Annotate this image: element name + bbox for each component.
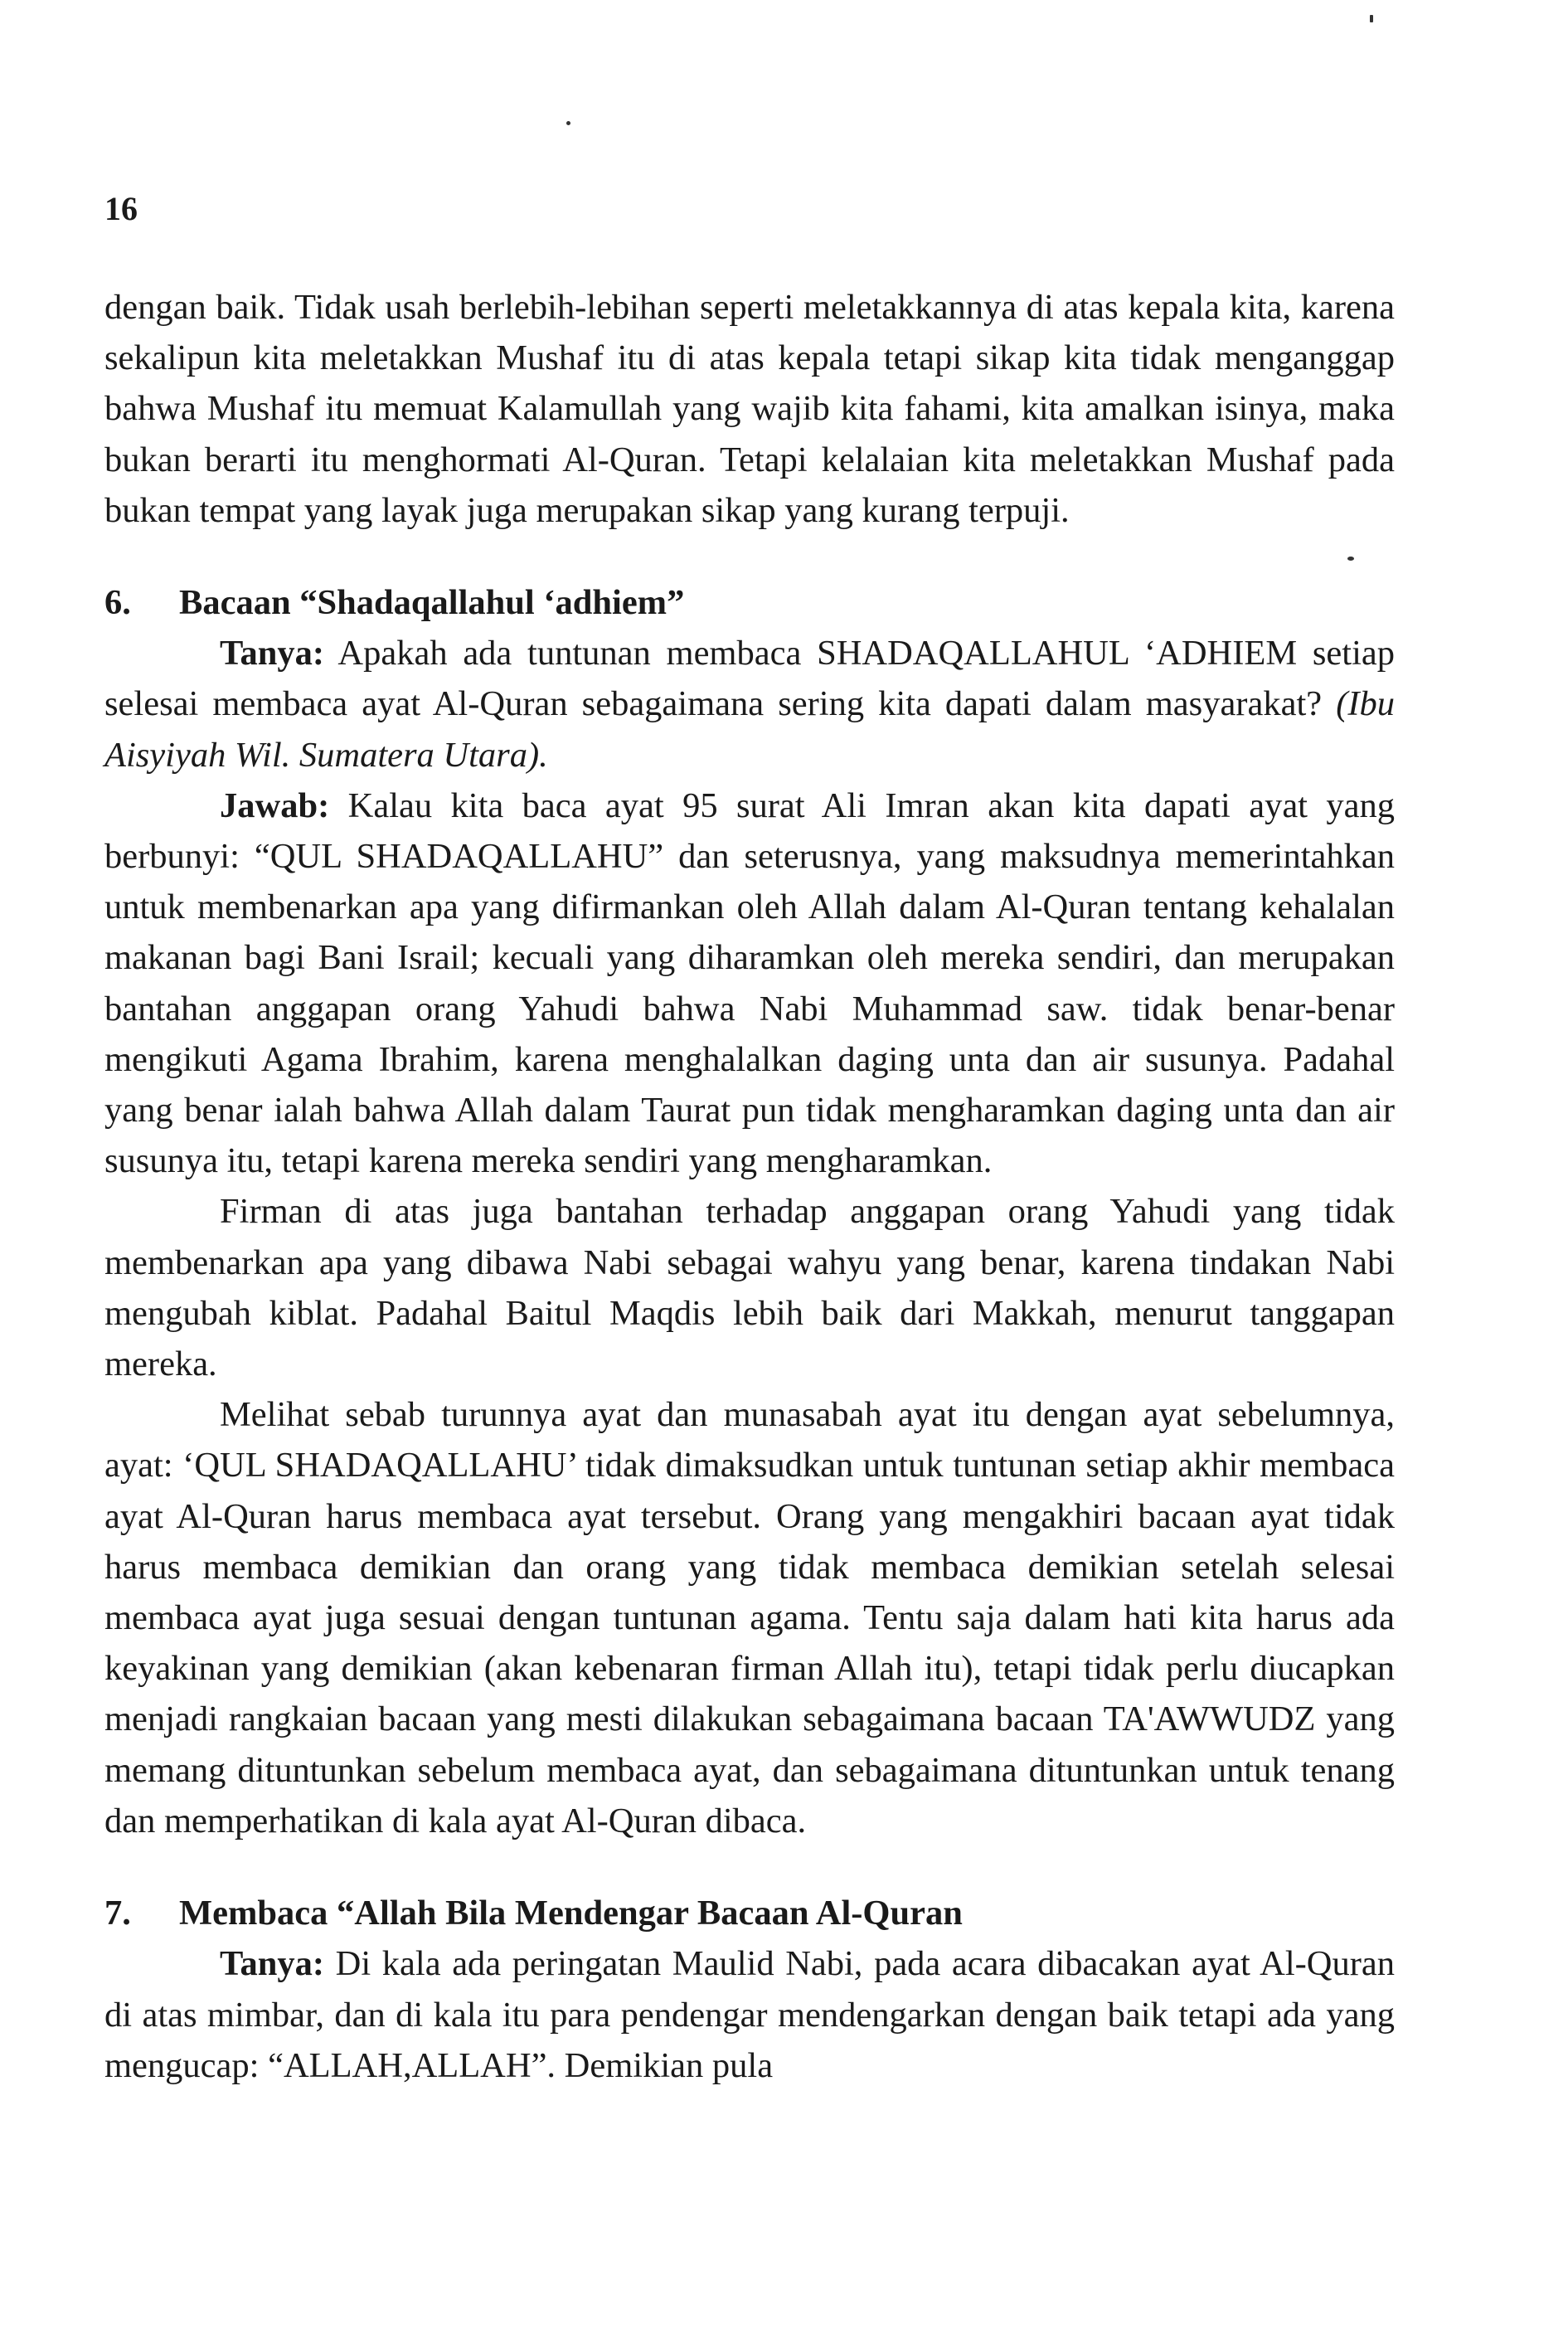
section-7-title: Membaca “Allah Bila Mendengar Bacaan Al-Quran [179,1894,963,1933]
question-label: Tanya: [220,1944,324,1984]
question-source: (Ibu Aisyiyah Wil. Sumatera Utara). [104,684,1395,775]
section-7-number: 7. [104,1894,131,1933]
page-number: 16 [104,190,138,227]
section-6-heading [104,577,1395,628]
section-7-heading [104,1888,1395,1938]
page-body [104,282,1395,2091]
scan-speck [1370,15,1373,22]
scan-speck [566,121,570,125]
answer-text: Kalau kita baca ayat 95 surat Ali Imran akan kita dapati ayat yang berbunyi: “QUL SHADAQALLAHU” dan seterusnya, yang maksudnya memerintahkan untuk membenarkan apa yang difirmankan oleh Allah dalam Al-Quran tentang kehalalan makanan bagi Bani Israil; kecuali yang diharamkan oleh mereka sendiri, dan merupakan bantahan anggapan orang Yahudi bahwa Nabi Muhammad saw. tidak benar-benar mengikuti Agama Ibrahim, karena menghalalkan daging unta dan air susunya. Padahal yang benar ialah bahwa Allah dalam Taurat pun tidak mengharamkan daging unta dan air susunya itu, tetapi karena mereka sendiri yang mengharamkan. [104,785,1395,1181]
section-7-question [104,1938,1395,2091]
opening-paragraph: dengan baik. Tidak usah berlebih-lebihan seperti meletakkannya di atas kepala kita, karena sekalipun kita meletakkan Mushaf itu di atas kepala tetapi sikap kita tidak menganggap bahwa Mushaf itu memuat Kalamullah yang wajib kita fahami, kita amalkan isinya, maka bukan berarti itu menghormati Al-Quran. Tetapi kelalaian kita meletakkan Mushaf pada bukan tempat yang layak juga merupakan sikap yang kurang terpuji. [104,288,1395,530]
section-6-answer [104,780,1395,1187]
question-label: Tanya: [220,634,324,673]
section-6-paragraph-2: Firman di atas juga bantahan terhadap anggapan orang Yahudi yang tidak membenarkan apa yang dibawa Nabi sebagai wahyu yang benar, karena tindakan Nabi mengubah kiblat. Padahal Baitul Maqdis lebih baik dari Makkah, menurut tanggapan mereka. [104,1192,1395,1384]
answer-label: Jawab: [220,785,330,825]
section-6-paragraph-3: Melihat sebab turunnya ayat dan munasabah ayat itu dengan ayat sebelumnya, ayat: ‘QUL SHADAQALLAHU’ tidak dimaksudkan untuk tuntunan setiap akhir membaca ayat Al-Quran harus membaca ayat tersebut. Orang yang mengakhiri bacaan ayat tidak harus membaca demikian dan orang yang tidak membaca demikian setelah selesai membaca ayat juga sesuai dengan tuntunan agama. Tentu saja dalam hati kita harus ada keyakinan yang demikian (akan kebenaran firman Allah itu), tetapi tidak perlu diucapkan menjadi rangkaian bacaan yang mesti dilakukan sebagaimana bacaan TA'AWWUDZ yang memang dituntunkan sebelum membaca ayat, dan sebagaimana dituntunkan untuk tenang dan memperhatikan di kala ayat Al-Quran dibaca. [104,1395,1395,1840]
section-6-question [104,628,1395,780]
question-text: Apakah ada tuntunan membaca SHADAQALLAHUL ‘ADHIEM setiap selesai membaca ayat Al-Quran sebagaimana sering kita dapati dalam masyarakat? [104,634,1395,724]
section-6-number: 6. [104,583,131,623]
question-text: Di kala ada peringatan Maulid Nabi, pada acara dibacakan ayat Al-Quran di atas mimbar, dan di kala itu para pendengar mendengarkan dengan baik tetapi ada yang mengucap: “ALLAH,ALLAH”. Demikian pula [104,1944,1396,2085]
section-6-title: Bacaan “Shadaqallahul ‘adhiem” [179,583,685,623]
